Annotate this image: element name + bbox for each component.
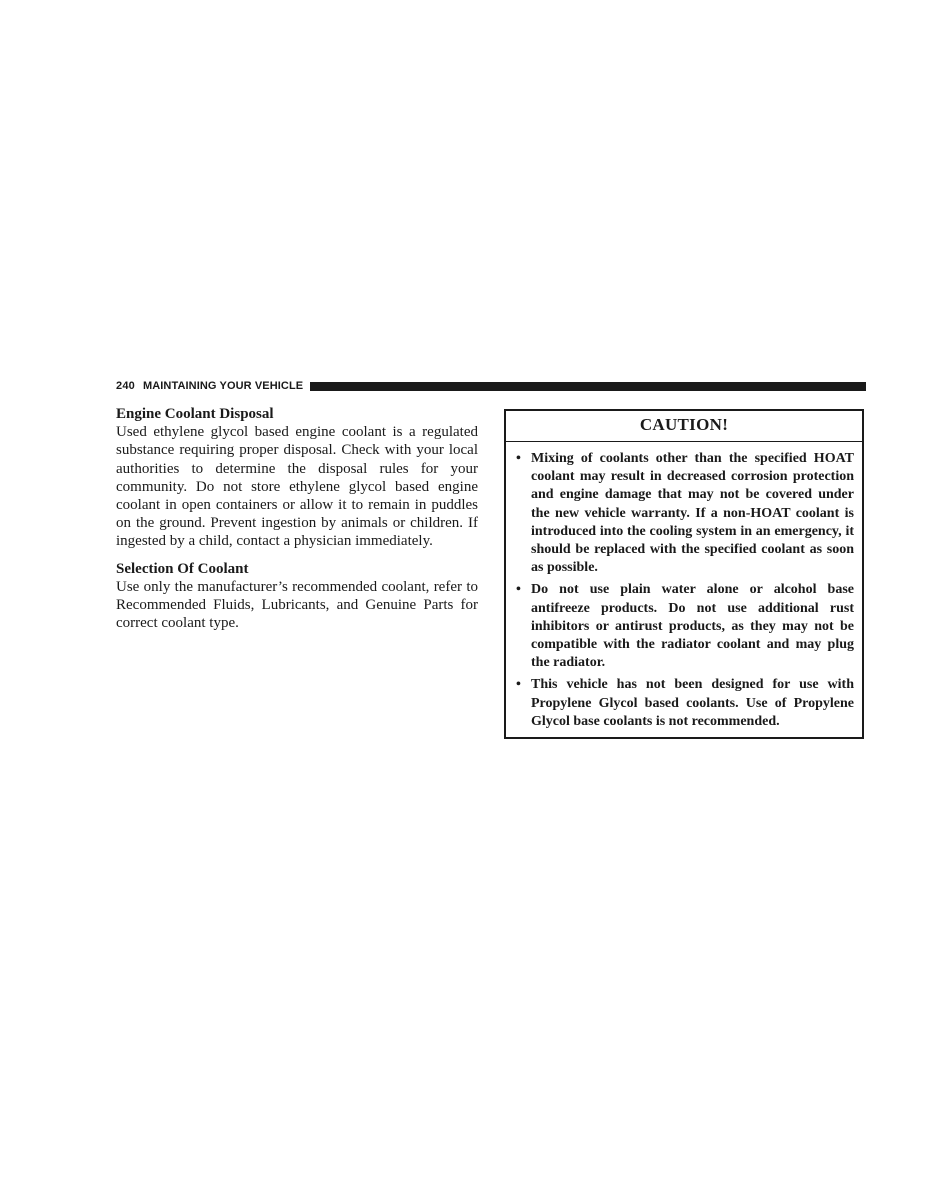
caution-item	[514, 581, 854, 672]
caution-item-text: Mixing of coolants other than the specified HOAT coolant may result in decreased corrosion protection and engine damage that may not be covered under the new vehicle warranty. If a non-HOAT coolant is introduced into the cooling system in an emergency, it should be replaced with the specified coolant as soon as possible.	[531, 451, 854, 576]
caution-item	[514, 676, 854, 731]
bullet-icon: •	[516, 582, 521, 598]
caution-item-text: Do not use plain water alone or alcohol base antifreeze products. Do not use additional rust inhibitors or antirust products, as they may not be compatible with the radiator coolant and may plug the radiator.	[531, 582, 854, 671]
bullet-icon: •	[516, 451, 521, 466]
caution-list	[506, 442, 862, 737]
page-number: 240	[116, 380, 135, 392]
coolant-disposal-heading: Engine Coolant Disposal	[116, 406, 274, 422]
bullet-icon: •	[516, 677, 521, 693]
caution-item-text: This vehicle has not been designed for use with Propylene Glycol based coolants. Use of Propylene Glycol base coolants is not recommended.	[531, 677, 854, 729]
left-column	[116, 405, 478, 632]
caution-item	[514, 450, 854, 577]
caution-title: CAUTION!	[506, 411, 862, 442]
header-rule	[310, 382, 866, 391]
section-title: MAINTAINING YOUR VEHICLE	[142, 380, 304, 392]
coolant-selection-body: Use only the manufacturer’s recommended coolant, refer to Recommended Fluids, Lubricants, and Genuine Parts for correct coolant type.	[116, 578, 478, 632]
coolant-disposal-body: Used ethylene glycol based engine coolant is a regulated substance requiring proper disposal. Check with your local authorities to determine the disposal rules for your community. Do not store ethylene glycol based engine coolant in open containers or allow it to remain in puddles on the ground. Prevent ingestion by animals or children. If ingested by a child, contact a physician immediately.	[116, 424, 478, 550]
coolant-selection-heading: Selection Of Coolant	[116, 560, 249, 577]
page-header	[116, 379, 866, 393]
caution-box	[504, 409, 864, 739]
